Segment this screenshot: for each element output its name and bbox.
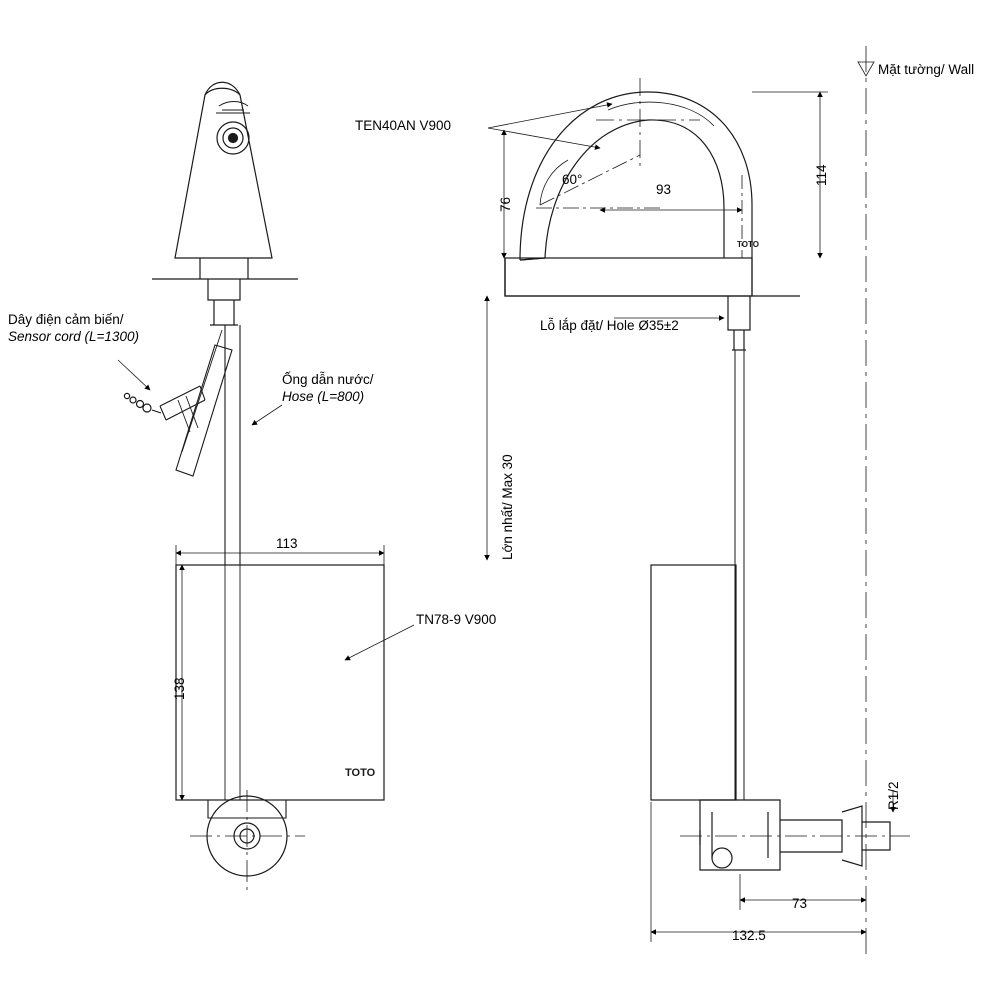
toto-logo-left: TOTO — [345, 767, 376, 779]
label-wall: Mặt tường/ Wall — [878, 62, 975, 77]
dim-132-5: 132.5 — [732, 928, 766, 943]
toto-logo-right: TOTO — [737, 240, 759, 249]
right-view-dimension-lines — [487, 46, 910, 960]
label-model-ten40an: TEN40AN V900 — [355, 118, 452, 133]
right-view-faucet — [505, 92, 890, 870]
label-hose-line2: Hose (L=800) — [282, 388, 365, 404]
label-sensor-cord-line2: Sensor cord (L=1300) — [8, 328, 139, 344]
left-view-faucet — [124, 82, 384, 876]
dim-r-thread: R1/2 — [886, 781, 901, 810]
dim-73: 73 — [792, 896, 808, 911]
dim-76: 76 — [498, 196, 513, 212]
label-sensor-cord-line1: Dây điện cảm biến/ — [8, 312, 124, 327]
label-sensor-cord — [8, 312, 178, 346]
label-hose — [282, 372, 432, 406]
dim-138: 138 — [172, 677, 187, 700]
label-hose-line1: Ống dẫn nước/ — [282, 372, 374, 387]
left-view-dimension-lines — [118, 360, 414, 890]
dim-114: 114 — [814, 164, 829, 186]
label-model-tn78-9: TN78-9 V900 — [416, 612, 497, 627]
label-hole: Lỗ lắp đặt/ Hole Ø35±2 — [540, 318, 679, 333]
dim-angle-60: 60° — [562, 172, 583, 187]
label-max30: Lớn nhất/ Max 30 — [500, 454, 515, 560]
dim-113: 113 — [276, 536, 298, 551]
dim-93: 93 — [656, 182, 672, 197]
